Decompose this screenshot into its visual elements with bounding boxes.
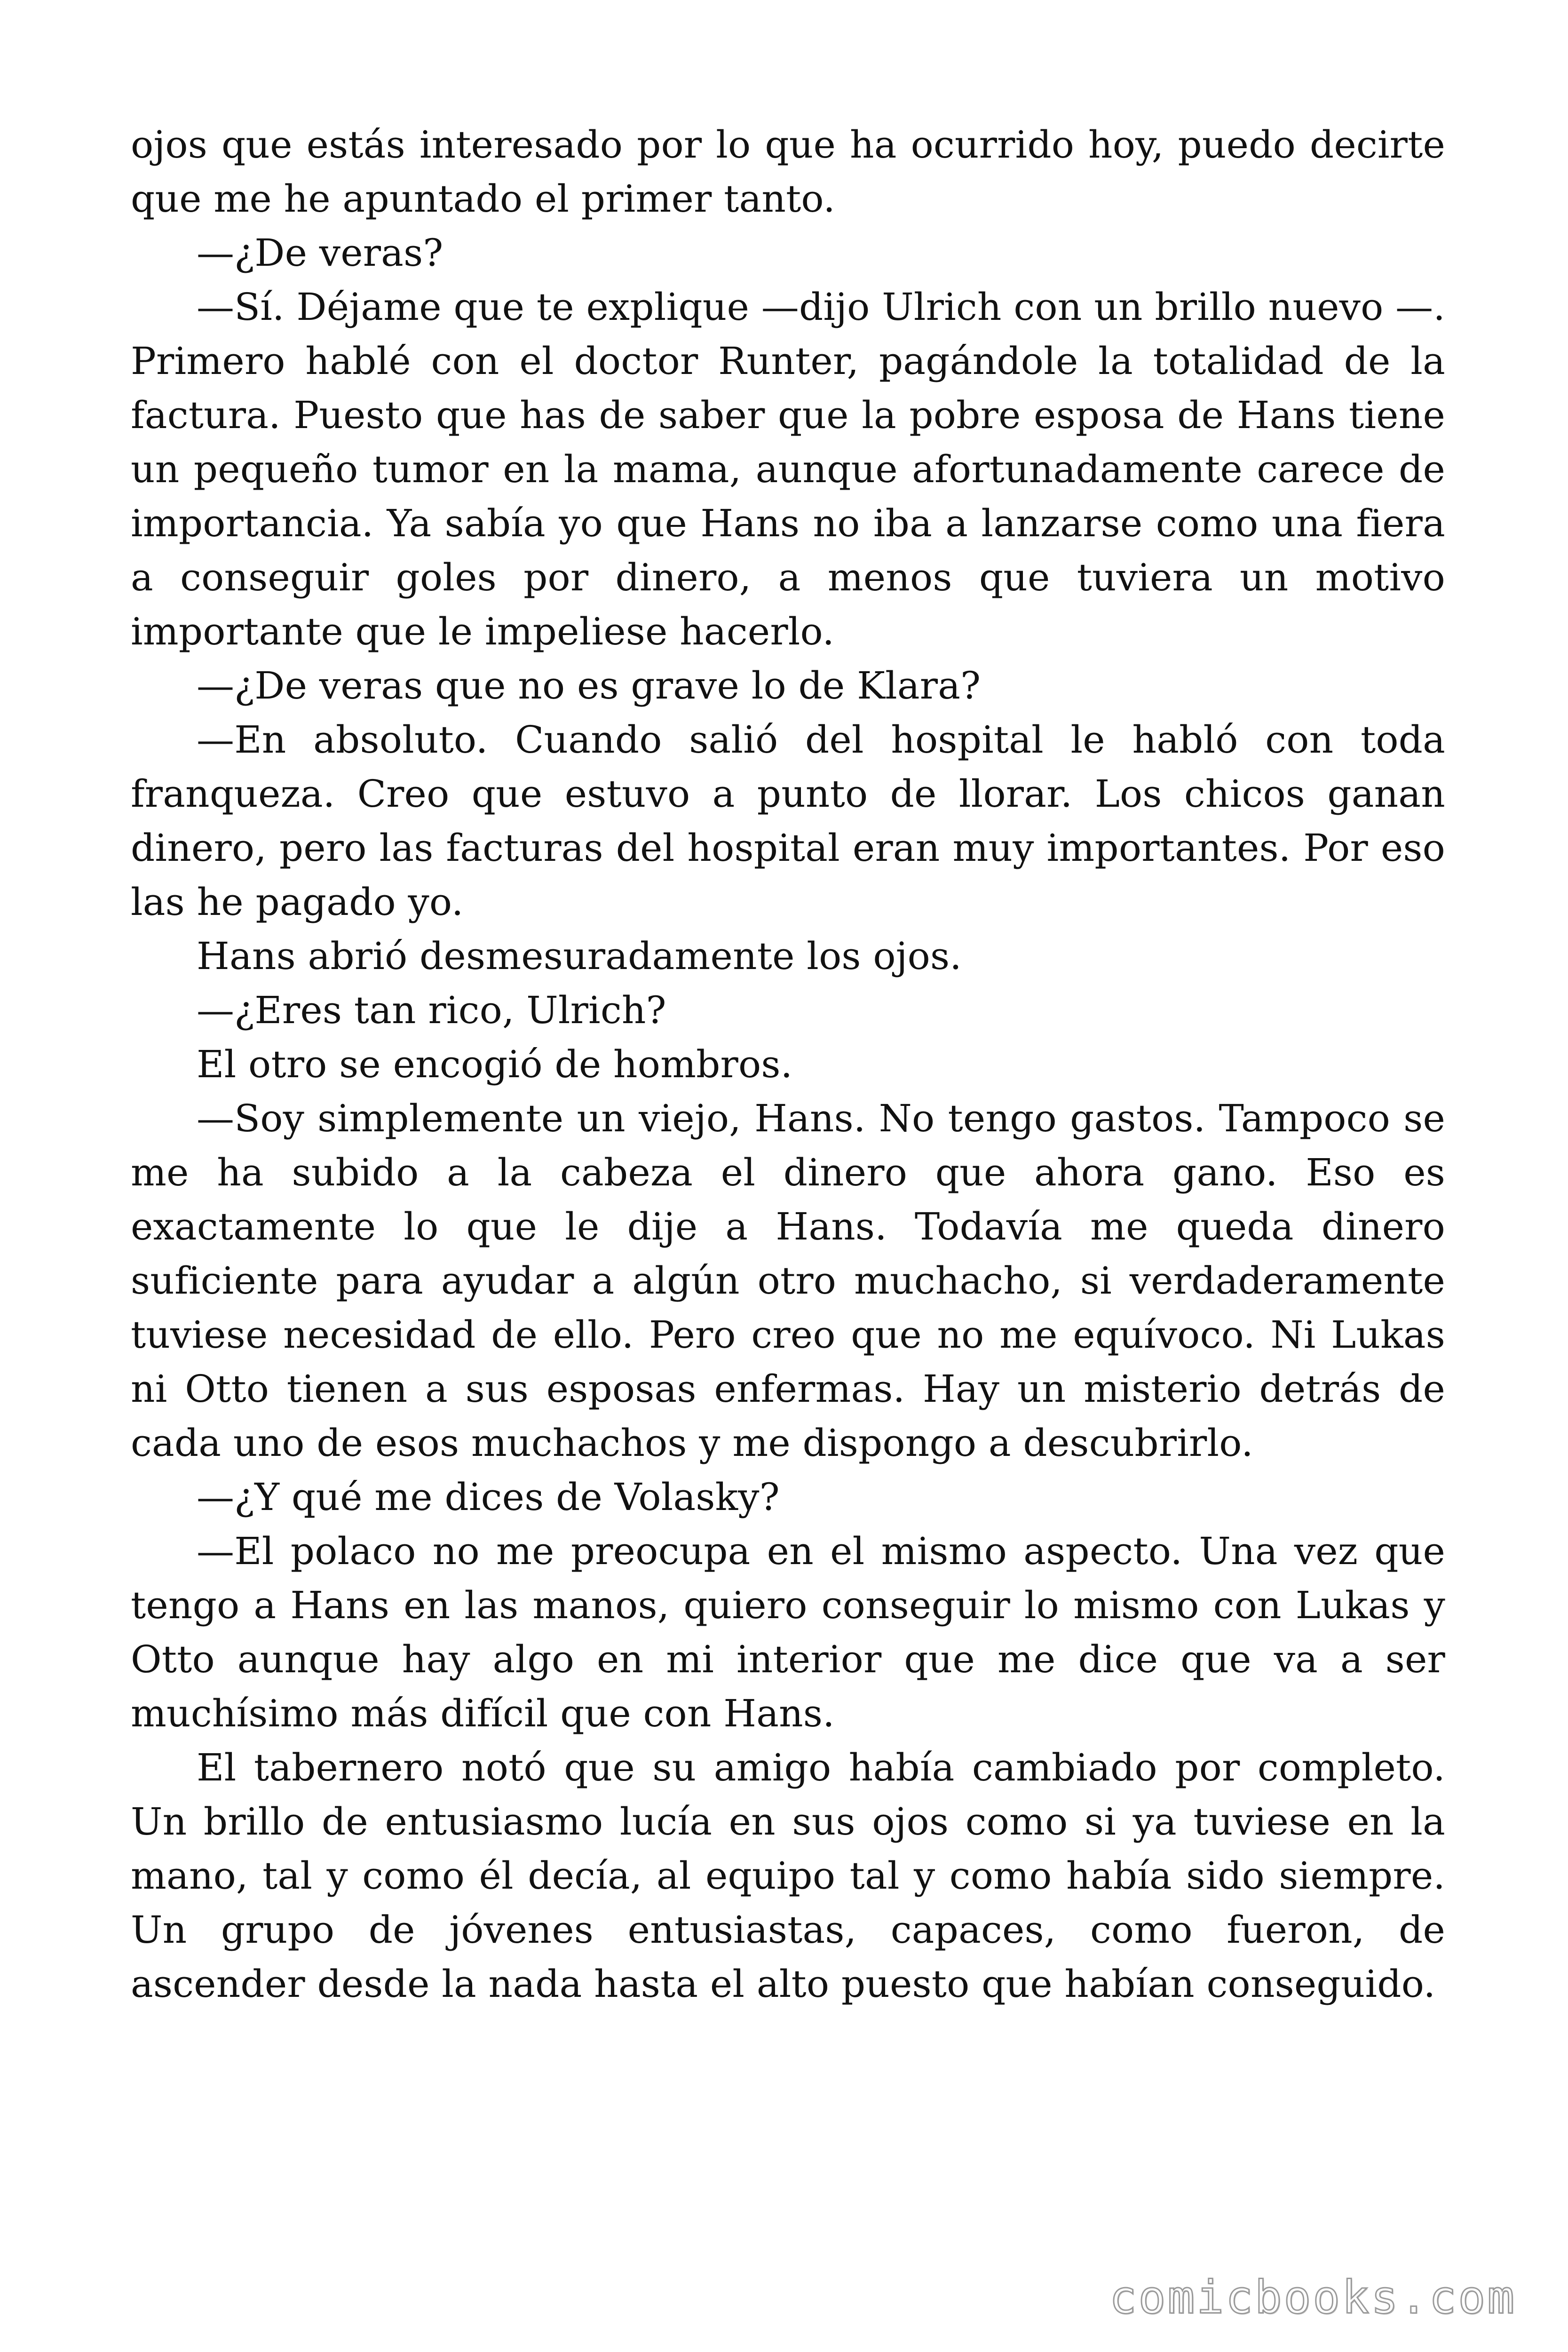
dialogue-paragraph: —Soy simplemente un viejo, Hans. No tengo gastos. Tampoco se me ha subido a la cabeza el dinero que ahora gano. Eso es exactamente lo que le dije a Hans. Todavía me queda dinero suficiente para ayudar a algún otro muchacho, si verdaderamente tuviese necesidad de ello. Pero creo que no me equívoco. Ni Lukas ni Otto tienen a sus esposas enfermas. Hay un misterio detrás de cada uno de esos muchachos y me dispongo a descubrirlo. xyxy=(131,1097,1445,1465)
dialogue-paragraph: —¿Y qué me dices de Volasky? xyxy=(197,1475,780,1519)
dialogue-paragraph: —Sí. Déjame que te explique —dijo Ulrich con un brillo nuevo —. Primero hablé con el doctor Runter, pagándole la totalidad de la factura. Puesto que has de saber que la pobre esposa de Hans tiene un pequeño tumor en la mama, aunque afortunadamente carece de importancia. Ya sabía yo que Hans no iba a lanzarse como una fiera a conseguir goles por dinero, a menos que tuviera un motivo importante que le impeliese hacerlo. xyxy=(131,285,1445,653)
dialogue-paragraph: —¿Eres tan rico, Ulrich? xyxy=(197,988,666,1032)
paragraph-continuation: ojos que estás interesado por lo que ha ocurrido hoy, puedo decirte que me he apuntado el primer tanto. xyxy=(131,123,1445,221)
dialogue-paragraph: —En absoluto. Cuando salió del hospital le habló con toda franqueza. Creo que estuvo a punto de llorar. Los chicos ganan dinero, pero las facturas del hospital eran muy importantes. Por eso las he pagado yo. xyxy=(131,718,1445,924)
dialogue-paragraph: —El polaco no me preocupa en el mismo aspecto. Una vez que tengo a Hans en las manos, quiero conseguir lo mismo con Lukas y Otto aunque hay algo en mi interior que me dice que va a ser muchísimo más difícil que con Hans. xyxy=(131,1529,1445,1735)
narration-paragraph: Hans abrió desmesuradamente los ojos. xyxy=(197,934,962,978)
narration-paragraph: El otro se encogió de hombros. xyxy=(197,1042,793,1086)
dialogue-paragraph: —¿De veras? xyxy=(197,231,443,275)
document-page xyxy=(131,118,1445,2011)
watermark-logo: comicbooks.com xyxy=(1109,2271,1516,2324)
dialogue-paragraph: —¿De veras que no es grave lo de Klara? xyxy=(197,664,981,707)
narration-paragraph: El tabernero notó que su amigo había cambiado por completo. Un brillo de entusiasmo lucía en sus ojos como si ya tuviese en la mano, tal y como él decía, al equipo tal y como había sido siempre. Un grupo de jóvenes entusiastas, capaces, como fueron, de ascender desde la nada hasta el alto puesto que habían conseguido. xyxy=(131,1746,1445,2006)
